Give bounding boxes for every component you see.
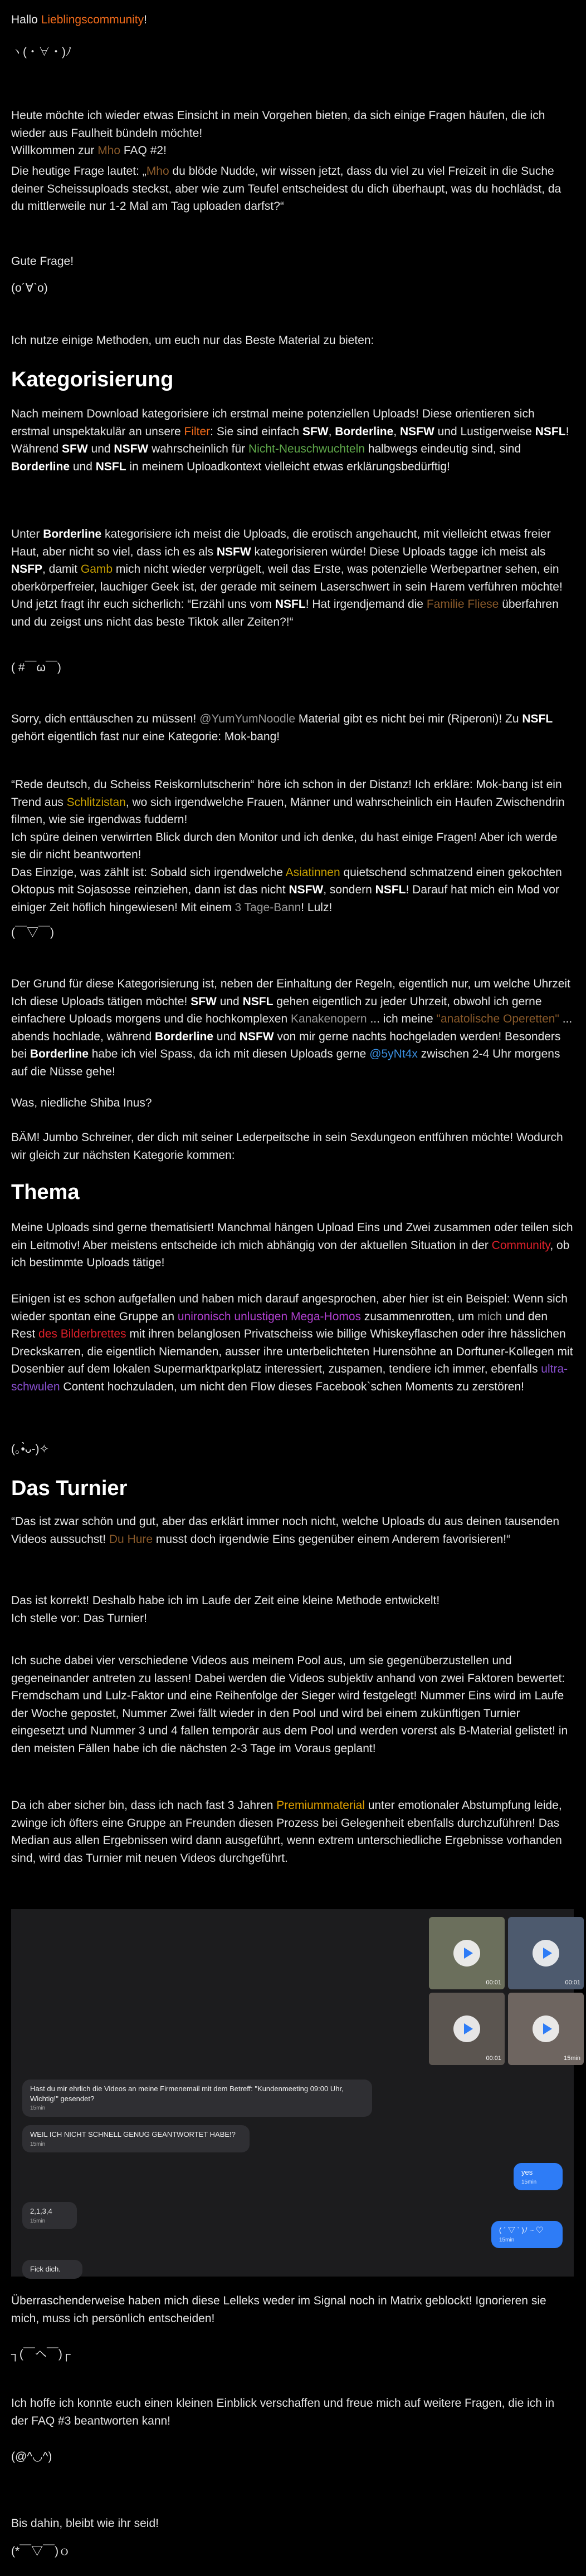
kategorisierung-paragraph-4: “Rede deutsch, du Scheiss Reiskornlutscherin“ höre ich schon in der Distanz! Ich erkläre: Mok-bang ist ein Trend aus Schlitzistan, wo sich irgendwelche Frauen, Männer und wahrscheinlich ein Haufen Zwischendrin filmen, wie sie irgendwas fuddern! Ich spüre deinen verwirrten Blick durch den Monitor und ich denke, du hast einige Fragen! Aber ich werde sie dir nicht beantworten! Das Einzige, was zählt ist: Sobald sich irgendwelche Asiatinnen quietschend schmatzend einen gekochten Oktopus mit Sojasosse reinziehen, dann ist das nicht NSFW, sondern NSFL! Darauf hat mich ein Mod vor einiger Zeit höflich hingewiesen! Mit einem 3 Tage-Bann! Lulz!	[11, 778, 565, 914]
emoticon: ┐(￣ヘ￣)┌	[11, 2348, 71, 2361]
video-thumbnail[interactable]: 00:01	[508, 1917, 584, 1989]
turnier-paragraph-1: “Das ist zwar schön und gut, aber das erklärt immer noch nicht, welche Uploads du aus deinen tausenden Videos aussuchst! Du Hure musst doch irgendwie Eins gegenüber einem Anderem favorisieren!“	[11, 1515, 560, 1546]
emoticon: (o´∀`o)	[11, 282, 48, 294]
chat-message: Fick dich.	[22, 2260, 82, 2279]
emoticon: ( #￣ω￣)	[11, 661, 61, 674]
chat-message-own: ( ´ ▽ ` )ﾉ ~ ♡ 15min	[491, 2221, 563, 2248]
community-link[interactable]: Community	[491, 1238, 550, 1252]
video-thumbnail[interactable]: 00:01	[429, 1917, 505, 1989]
chat-message: WEIL ICH NICHT SCHNELL GENUG GEANTWORTET HABE!? 15min	[22, 2125, 250, 2152]
chat-message-own: yes 15min	[514, 2163, 563, 2190]
emoticon: (￣▽￣)	[11, 926, 54, 939]
bann-link[interactable]: 3 Tage-Bann	[235, 901, 301, 914]
kategorisierung-paragraph-7: BÄM! Jumbo Schreiner, der dich mit seiner Lederpeitsche in sein Sexdungeon entführen möchte! Wodurch wir gleich zur nächsten Kategorie kommen:	[11, 1131, 563, 1162]
video-thumbnail[interactable]: 00:01	[429, 1993, 505, 2065]
emoticon: (*￣▽￣)ｏ	[11, 2545, 71, 2558]
section-heading: Thema	[11, 1181, 80, 1204]
greeting: Hallo Lieblingscommunity!	[11, 13, 147, 26]
turnier-paragraph-4: Da ich aber sicher bin, dass ich nach fast 3 Jahren Premiummaterial unter emotionaler Abstumpfung leide, zwinge ich öfters eine Gruppe an Freunden diesen Prozess bei Gelegenheit ebenfalls durchzuführen! Das Median aus allen Ergebnissen wird dann ausgeführt, wenn extrem unterschiedliche Ergebnisse vorhanden sind, wird das Turnier mit neuen Videos durchgeführt.	[11, 1799, 562, 1865]
user-link-mho[interactable]: Mho	[97, 144, 121, 157]
operetten-link[interactable]: "anatolische Operetten"	[436, 1012, 559, 1025]
kanakenopern-link[interactable]: Kanakenopern	[290, 1012, 367, 1025]
chat-message: 2,1,3,4 15min	[22, 2202, 77, 2229]
bilderbrett-link[interactable]: des Bilderbrettes	[38, 1328, 126, 1340]
outro-paragraph-1: Überraschenderweise haben mich diese Lelleks weder im Signal noch in Matrix geblockt! Ignorieren sie mich, muss ich persönlich entscheiden!	[11, 2294, 546, 2325]
play-icon[interactable]	[533, 1940, 559, 1967]
user-link-syntax[interactable]: @5yNt4x	[369, 1048, 418, 1060]
video-thumbnail[interactable]: 15min	[508, 1993, 584, 2065]
question-paragraph: Die heutige Frage lautet: „Mho du blöde Nudde, wir wissen jetzt, dass du viel zu viel Freizeit in die Suche deiner Scheissuploads steckst, aber wie zum Teufel entscheidest du dich überhaupt, was du hochlädst, da du mittlerweile nur 1-2 Mal am Tag uploaden darfst?“	[11, 165, 561, 213]
premiummaterial-link[interactable]: Premiummaterial	[276, 1799, 365, 1812]
asiatinnen-link[interactable]: Asiatinnen	[285, 866, 340, 879]
filter-link[interactable]: Filter	[184, 425, 211, 438]
chat-screenshot	[11, 1909, 580, 2277]
user-link-yumyumnoodle[interactable]: @YumYumNoodle	[199, 712, 296, 725]
mega-homos-link[interactable]: unironisch unlustigen Mega-Homos	[177, 1310, 362, 1323]
outro-paragraph-3: Bis dahin, bleibt wie ihr seid!	[11, 2517, 159, 2530]
intro-paragraph: Heute möchte ich wieder etwas Einsicht in mein Vorgehen bieten, da sich einige Fragen häufen, die ich wieder aus Faulheit bündeln möchte! Willkommen zur Mho FAQ #2!	[11, 109, 545, 157]
turnier-paragraph-2: Das ist korrekt! Deshalb habe ich im Laufe der Zeit eine kleine Methode entwickelt! Ich stelle vor: Das Turnier!	[11, 1594, 440, 1625]
thema-paragraph-2: Einigen ist es schon aufgefallen und haben mich darauf angesprochen, aber hier ist ein Beispiel: Wenn sich wieder spontan eine Gruppe an unironisch unlustigen Mega-Homos zusammenrotten, um mich und den Rest des Bilderbrettes mit ihren belanglosen Privatscheiss wie billige Whiskeyflaschen oder ihre hässlichen Dreckskarren, die eigentlich Niemanden, ausser ihre unterbelichteten Hurensöhne an Dorftuner-Kollegen mit Dosenbier auf dem lokalen Supermarktparkplatz interessiert, zuspamen, tendiere ich immer, ebenfalls ultra-schwulen Content hochzuladen, um nicht den Flow dieses Facebook`schen Moments zu zerstören!	[11, 1292, 573, 1393]
hure-link[interactable]: Du Hure	[109, 1532, 153, 1546]
thema-paragraph-1: Meine Uploads sind gerne thematisiert! Manchmal hängen Upload Eins und Zwei zusammen oder teilen sich ein Leitmotiv! Aber meistens entscheide ich mich abhängig von der aktuellen Situation in der Community, ob ich bestimmte Uploads tätige!	[11, 1221, 573, 1269]
kategorisierung-paragraph-6: Was, niedliche Shiba Inus?	[11, 1097, 152, 1109]
emoticon: ヽ(・∀・)ﾉ	[11, 46, 72, 58]
kategorisierung-paragraph-1: Nach meinem Download kategorisiere ich erstmal meine potenziellen Uploads! Diese orientieren sich erstmal unspektakulär an unsere Filter: Sie sind einfach SFW, Borderline, NSFW und Lustigerweise NSFL! Während SFW und NSFW wahrscheinlich für Nicht-Neuschwuchteln halbwegs eindeutig sind, sind Borderline und NSFL in meinem Uploadkontext vielleicht etwas erklärungsbedürftig!	[11, 407, 569, 473]
play-icon[interactable]	[453, 1940, 480, 1967]
mich-link[interactable]: mich	[477, 1310, 502, 1323]
good-question: Gute Frage!	[11, 255, 74, 268]
familie-fliese-link[interactable]: Familie Fliese	[426, 598, 499, 611]
neuschwuchteln-link[interactable]: Nicht-Neuschwuchteln	[248, 443, 365, 455]
play-icon[interactable]	[453, 2015, 480, 2042]
methods-intro: Ich nutze einige Methoden, um euch nur das Beste Material zu bieten:	[11, 334, 374, 347]
outro-paragraph-2: Ich hoffe ich konnte euch einen kleinen Einblick verschaffen und freue mich auf weitere Fragen, die ich in der FAQ #3 beantworten kann!	[11, 2397, 555, 2427]
user-link-gamb[interactable]: Gamb	[80, 563, 113, 576]
emoticon: (@^◡^)	[11, 2450, 52, 2463]
community-link[interactable]: Lieblingscommunity	[41, 13, 144, 26]
chat-message: Hast du mir ehrlich die Videos an meine Firmenemail mit dem Betreff: "Kundenmeeting 09:00 Uhr, Wichtig!" gesendet? 15min	[22, 2080, 372, 2117]
kategorisierung-paragraph-3: Sorry, dich enttäuschen zu müssen! @YumYumNoodle Material gibt es nicht bei mir (Riperoni)! Zu NSFL gehört eigentlich fast nur eine Kategorie: Mok-bang!	[11, 712, 553, 743]
kategorisierung-paragraph-5: Der Grund für diese Kategorisierung ist, neben der Einhaltung der Regeln, eigentlich nur, um welche Uhrzeit Ich diese Uploads tätigen möchte! SFW und NSFL gehen eigentlich zu jeder Uhrzeit, obwohl ich gerne einfachere Uploads morgens und die hochkomplexen Kanakenopern ... ich meine "anatolische Operetten" ... abends hochlade, während Borderline und NSFW von mir gerne nachts hochgeladen werden! Besonders bei Borderline habe ich viel Spass, da ich mit diesen Uploads gerne @5yNt4x zwischen 2-4 Uhr morgens auf die Nüsse gehe!	[11, 977, 573, 1078]
turnier-paragraph-3: Ich suche dabei vier verschiedene Videos aus meinem Pool aus, um sie gegenüberzustellen und gegeneinander antreten zu lassen! Dabei werden die Videos subjektiv anhand von zwei Faktoren bewertet: Fremdscham und Lulz-Faktor und eine Reihenfolge der Sieger wird festgelegt! Nummer Eins wird im Laufe der Woche gepostet, Nummer Zwei fällt wieder in den Pool und wird bei einem zukünftigen Turnier eingesetzt und Nummer 3 und 4 fallen temporär aus dem Pool und werden vorerst als B-Material gelistet! in den meisten Fällen habe ich die nächsten 2-3 Tage im Voraus geplant!	[11, 1654, 568, 1755]
section-heading: Kategorisierung	[11, 368, 174, 391]
user-link-mho[interactable]: Mho	[146, 165, 169, 178]
section-heading: Das Turnier	[11, 1477, 128, 1500]
emoticon: (｡•̀ᴗ-)✧	[11, 1443, 50, 1456]
play-icon[interactable]	[533, 2015, 559, 2042]
schlitzistan-link[interactable]: Schlitzistan	[66, 795, 126, 809]
kategorisierung-paragraph-2: Unter Borderline kategorisiere ich meist die Uploads, die erotisch angehaucht, mit vielleicht etwas freier Haut, aber nicht so viel, dass ich es als NSFW kategorisieren würde! Diese Uploads tagge ich meist als NSFP, damit Gamb mich nicht wieder verprügelt, weil das Erste, was potenzielle Werbepartner sehen, ein oberkörperfreier, lauchiger Geek ist, der gerade mit seinem Laserschwert in sein Harem verführen möchte! Und jetzt fragt ihr euch sicherlich: “Erzähl uns vom NSFL! Hat irgendjemand die Familie Fliese überfahren und du zeigst uns nicht das beste Tiktok aller Zeiten?!“	[11, 528, 563, 628]
ultra-schwulen-link[interactable]: ultra-schwulen	[11, 1363, 568, 1393]
